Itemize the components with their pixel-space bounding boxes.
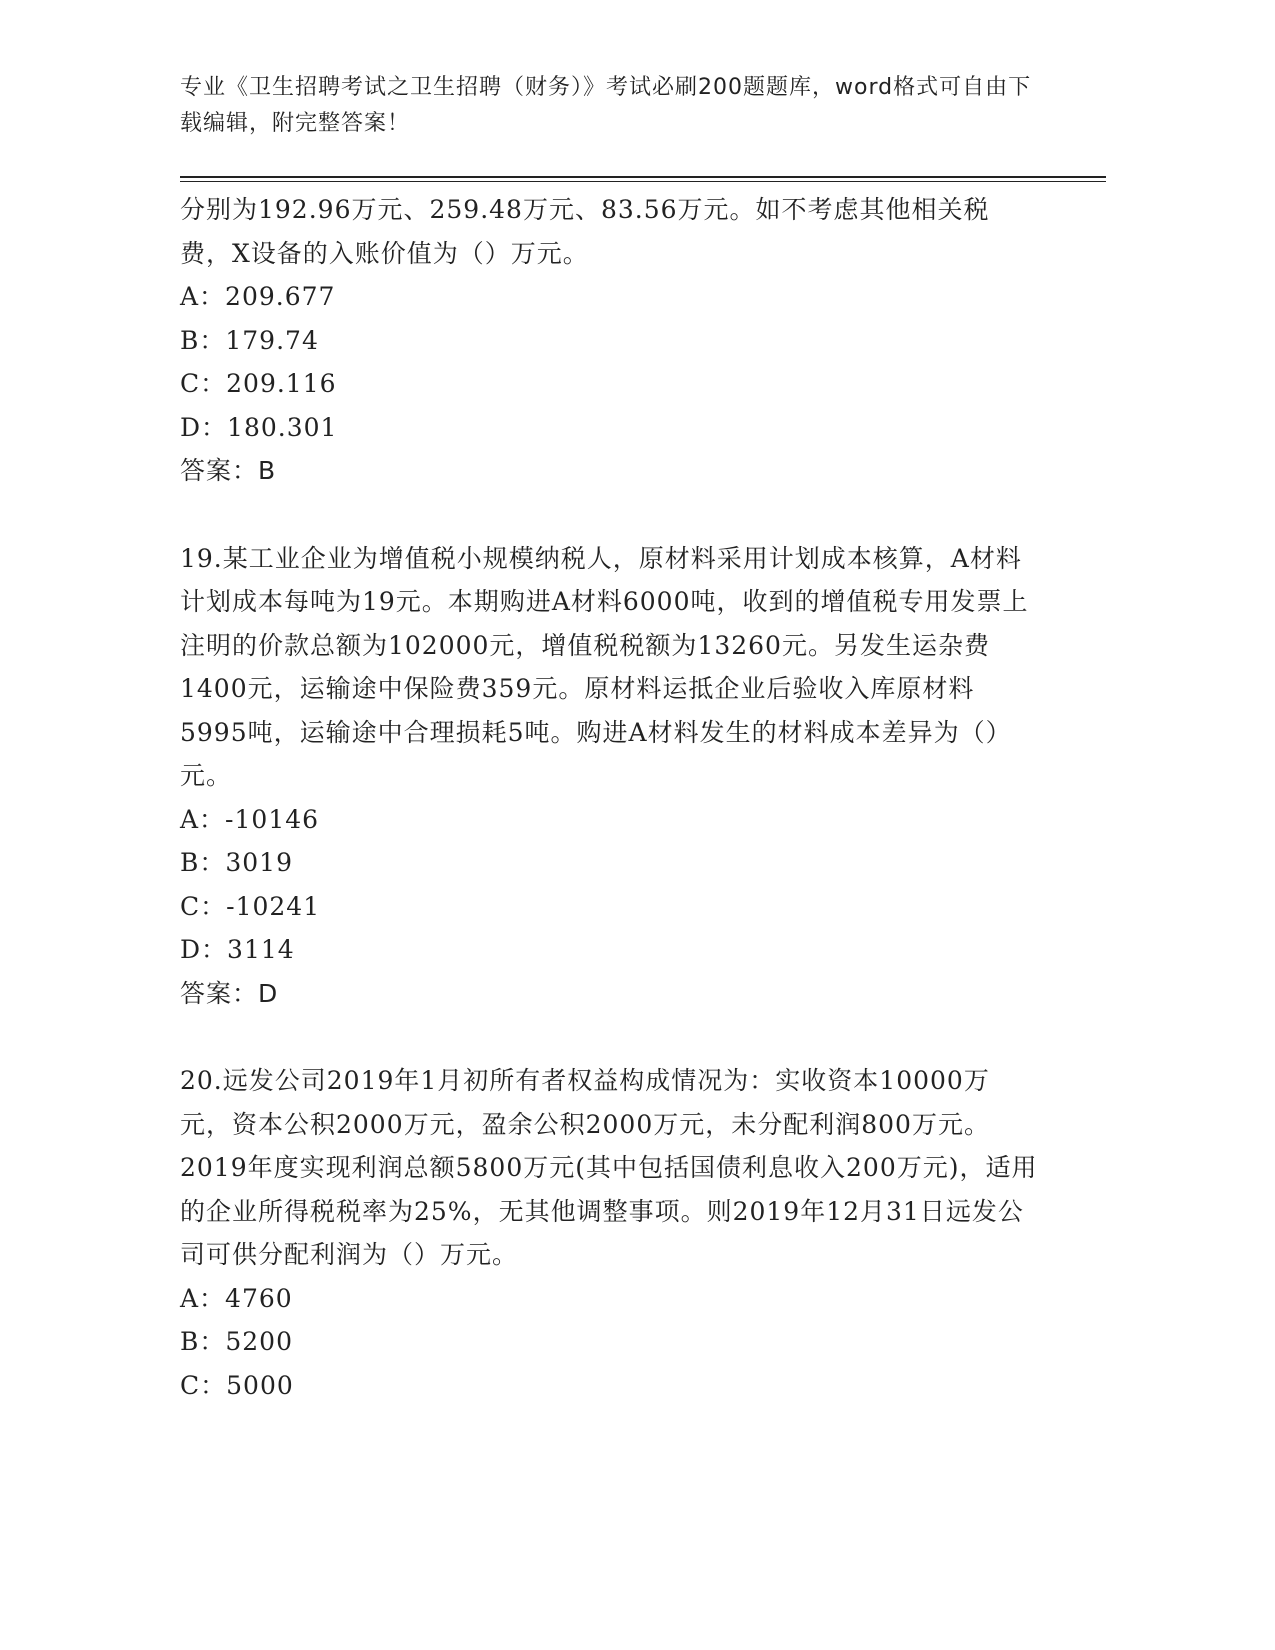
option-c: C：-10241 [180,891,321,921]
question-block [180,1059,1040,1407]
question-spacer [180,493,1040,537]
question-stem: 19.某工业企业为增值税小规模纳税人，原材料采用计划成本核算，A材料计划成本每吨为19元。本期购进A材料6000吨，收到的增值税专用发票上注明的价款总额为102000元，增值税税额为13260元。另发生运杂费1400元，运输途中保险费359元。原材料运抵企业后验收入库原材料5995吨，运输途中合理损耗5吨。购进A材料发生的材料成本差异为（）元。 [180,543,1029,790]
document-header: 专业《卫生招聘考试之卫生招聘（财务）》考试必刷200题题库，word格式可自由下载编辑，附完整答案！ [180,75,1032,136]
option-b: B：179.74 [180,325,319,355]
question-spacer [180,1015,1040,1059]
option-c: C：209.116 [180,369,337,398]
question-block [180,537,1040,1016]
question-block [180,188,1040,493]
answer-line: 答案：B [180,456,277,485]
header-divider-thick [180,176,1106,178]
option-a: A：-10146 [180,804,320,834]
answer-line: 答案：D [180,978,279,1008]
option-c: C：5000 [180,1370,294,1400]
header-divider-thin [180,181,1106,182]
option-a: A：4760 [180,1283,293,1313]
option-d: D：180.301 [180,412,338,442]
option-b: B：5200 [180,1327,293,1356]
option-b: B：3019 [180,848,293,877]
question-list [180,188,1040,1407]
question-stem: 分别为192.96万元、259.48万元、83.56万元。如不考虑其他相关税费，X设备的入账价值为（）万元。 [180,195,990,268]
option-a: A：209.677 [180,282,336,311]
question-stem: 20.远发公司2019年1月初所有者权益构成情况为：实收资本10000万元，资本公积2000万元，盈余公积2000万元，未分配利润800万元。2019年度实现利润总额5800万元(其中包括国债利息收入200万元)，适用的企业所得税税率为25%，无其他调整事项。则2019年12月31日远发公司可供分配利润为（）万元。 [180,1066,1038,1269]
option-d: D：3114 [180,935,295,964]
